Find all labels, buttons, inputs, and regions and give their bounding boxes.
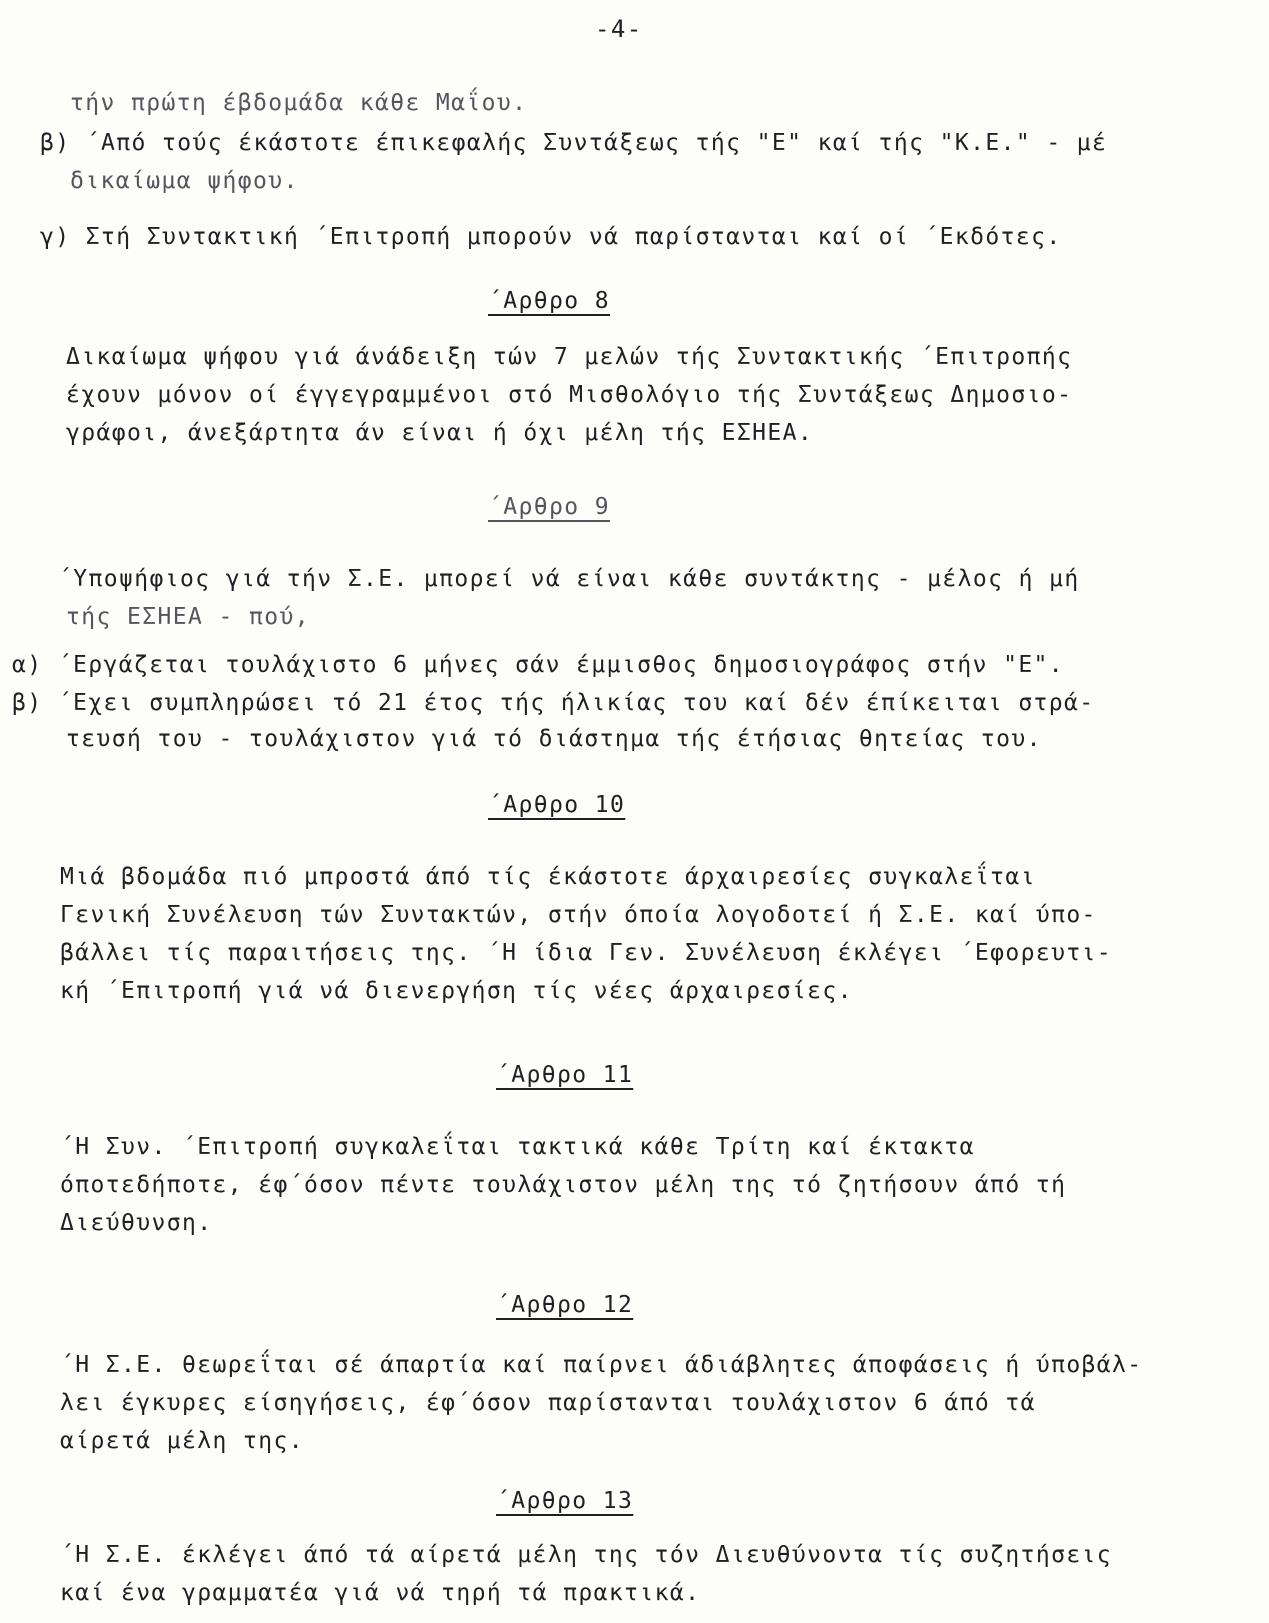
text-line: β) ΄Εχει συμπληρώσει τό 21 έτος τής ήλικίας του καί δέν έπίκειται στρά- — [12, 690, 1095, 716]
text-line: β) ΄Από τούς έκάστοτε έπικεφαλής Συντάξεως τής "Ε" καί τής "Κ.Ε." - μέ — [40, 130, 1108, 156]
text-line: γράφοι, άνεξάρτητα άν είναι ή όχι μέλη τής ΕΣΗΕΑ. — [66, 420, 814, 446]
text-line: Γενική Συνέλευση τών Συντακτών, στήν όποία λογοδοτεί ή Σ.Ε. καί ύπο- — [60, 902, 1097, 928]
text-line: όποτεδήποτε, έφ΄όσον πέντε τουλάχιστον μέλη της τό ζητήσουν άπό τή — [60, 1172, 1067, 1198]
text-line: τήν πρώτη έβδομάδα κάθε Μαΐου. — [70, 90, 528, 116]
text-line: Δικαίωμα ψήφου γιά άνάδειξη τών 7 μελών τής Συντακτικής ΄Επιτροπής — [66, 344, 1073, 370]
text-line: τής ΕΣΗΕΑ - πού, — [66, 604, 310, 630]
text-line: δικαίωμα ψήφου. — [70, 168, 299, 194]
text-line: βάλλει τίς παραιτήσεις της. ΄Η ίδια Γεν. Συνέλευση έκλέγει ΄Εφορευτι- — [60, 940, 1113, 966]
text-line: έχουν μόνον οί έγγεγραμμένοι στό Μισθολόγιο τής Συντάξεως Δημοσιο- — [66, 382, 1073, 408]
text-line: ΄Η Σ.Ε. θεωρεΐται σέ άπαρτία καί παίρνει άδιάβλητες άποφάσεις ή ύποβάλ- — [60, 1352, 1143, 1378]
article-heading: ΄Αρθρο 12 — [496, 1292, 634, 1318]
page-number: -4- — [595, 15, 643, 43]
article-heading: ΄Αρθρο 11 — [496, 1062, 634, 1088]
text-line: Μιά βδομάδα πιό μπροστά άπό τίς έκάστοτε άρχαιρεσίες συγκαλεΐται — [60, 864, 1036, 890]
text-line: καί ένα γραμματέα γιά νά τηρή τά πρακτικά. — [60, 1580, 701, 1606]
article-heading: ΄Αρθρο 9 — [488, 494, 610, 520]
text-line: αίρετά μέλη της. — [60, 1428, 304, 1454]
text-line: γ) Στή Συντακτική ΄Επιτροπή μπορούν νά παρίστανται καί οί ΄Εκδότες. — [40, 224, 1062, 250]
article-heading: ΄Αρθρο 10 — [488, 792, 626, 818]
text-line: α) ΄Εργάζεται τουλάχιστο 6 μήνες σάν έμμισθος δημοσιογράφος στήν "Ε". — [12, 652, 1065, 678]
text-line: τευσή του - τουλάχιστον γιά τό διάστημα τής έτήσιας θητείας του. — [66, 726, 1042, 752]
text-line: Διεύθυνση. — [60, 1210, 213, 1236]
text-line: κή ΄Επιτροπή γιά νά διενεργήση τίς νέες άρχαιρεσίες. — [60, 978, 853, 1004]
text-line: ΄Η Σ.Ε. έκλέγει άπό τά αίρετά μέλη της τόν Διευθύνοντα τίς συζητήσεις — [60, 1542, 1113, 1568]
text-line: λει έγκυρες είσηγήσεις, έφ΄όσον παρίστανται τουλάχιστον 6 άπό τά — [60, 1390, 1036, 1416]
text-line: ΄Υποψήφιος γιά τήν Σ.Ε. μπορεί νά είναι κάθε συντάκτης - μέλος ή μή — [58, 566, 1080, 592]
article-heading: ΄Αρθρο 13 — [496, 1488, 634, 1514]
article-heading: ΄Αρθρο 8 — [488, 288, 610, 314]
text-line: ΄Η Συν. ΄Επιτροπή συγκαλεΐται τακτικά κάθε Τρίτη καί έκτακτα — [60, 1134, 975, 1160]
